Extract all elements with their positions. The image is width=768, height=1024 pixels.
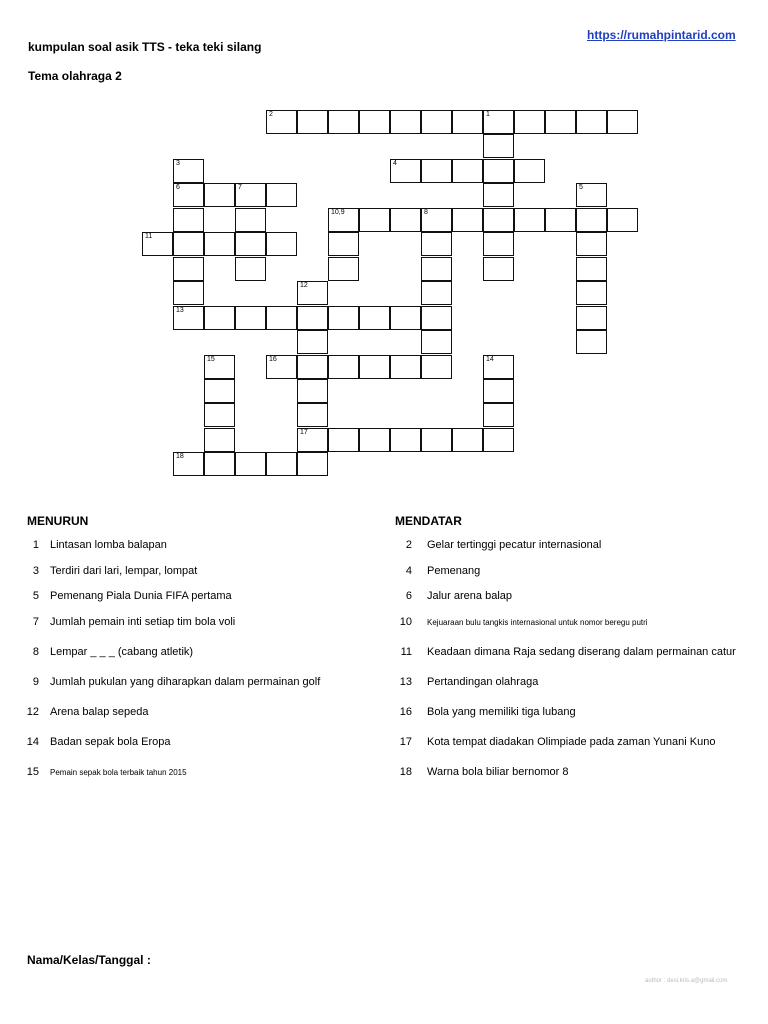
clue-number: 12	[26, 706, 39, 718]
crossword-cell[interactable]	[390, 208, 421, 232]
crossword-cell[interactable]	[235, 257, 266, 281]
website-link[interactable]: https://rumahpintarid.com	[587, 28, 736, 42]
crossword-cell[interactable]	[204, 232, 235, 256]
crossword-cell[interactable]	[173, 281, 204, 305]
crossword-cell[interactable]	[421, 257, 452, 281]
clue-text: Kejuaraan bulu tangkis internasional untuk nomor beregu putri	[427, 618, 648, 627]
clue-number: 9	[32, 676, 39, 688]
crossword-cell[interactable]	[204, 306, 235, 330]
clue-number: 18	[399, 766, 412, 778]
crossword-cell[interactable]	[390, 159, 421, 183]
clue-text: Bola yang memiliki tiga lubang	[427, 706, 576, 718]
crossword-cell[interactable]	[421, 110, 452, 134]
crossword-cell[interactable]	[235, 232, 266, 256]
clue-text: Pemenang Piala Dunia FIFA pertama	[50, 590, 232, 602]
clue-number: 1	[486, 111, 490, 118]
crossword-cell[interactable]	[328, 232, 359, 256]
crossword-cell[interactable]	[576, 232, 607, 256]
crossword-cell[interactable]	[607, 208, 638, 232]
crossword-cell[interactable]	[452, 159, 483, 183]
crossword-cell[interactable]	[576, 110, 607, 134]
worksheet-title: kumpulan soal asik TTS - teka teki silang	[28, 40, 262, 54]
crossword-cell[interactable]	[297, 379, 328, 403]
crossword-cell[interactable]	[421, 428, 452, 452]
crossword-cell[interactable]	[576, 257, 607, 281]
crossword-cell[interactable]	[235, 452, 266, 476]
crossword-cell[interactable]	[204, 452, 235, 476]
clue-number: 10	[399, 616, 412, 628]
crossword-cell[interactable]	[266, 232, 297, 256]
clue-text: Jalur arena balap	[427, 590, 513, 602]
crossword-cell[interactable]	[576, 330, 607, 354]
clue-text: Lempar _ _ _ (cabang atletik)	[50, 646, 194, 658]
crossword-cell[interactable]	[576, 281, 607, 305]
crossword-cell[interactable]	[173, 208, 204, 232]
crossword-cell[interactable]	[514, 110, 545, 134]
crossword-cell[interactable]	[483, 232, 514, 256]
crossword-cell[interactable]	[514, 159, 545, 183]
crossword-cell[interactable]	[328, 428, 359, 452]
clue-text: Keadaan dimana Raja sedang diserang dalam permainan catur	[427, 646, 736, 658]
crossword-cell[interactable]	[483, 159, 514, 183]
clue-number: 18	[176, 453, 184, 461]
crossword-cell[interactable]	[235, 208, 266, 232]
crossword-cell[interactable]	[576, 208, 607, 232]
clue-text: Pemenang	[427, 565, 481, 577]
crossword-cell[interactable]	[576, 306, 607, 330]
clue-text: Gelar tertinggi pecatur internasional	[427, 539, 602, 551]
clue-text: Jumlah pemain inti setiap tim bola voli	[50, 616, 236, 628]
crossword-cell[interactable]	[297, 330, 328, 354]
crossword-cell[interactable]	[297, 355, 328, 379]
crossword-cell[interactable]	[452, 428, 483, 452]
crossword-cell[interactable]	[266, 183, 297, 207]
crossword-cell[interactable]	[421, 159, 452, 183]
clue-number: 3	[176, 159, 180, 167]
clue-number: 7	[238, 184, 242, 192]
crossword-cell[interactable]	[328, 306, 359, 330]
clue-number: 14	[26, 736, 39, 748]
clue-number: 13	[399, 676, 412, 688]
crossword-cell[interactable]	[421, 232, 452, 256]
crossword-cell[interactable]	[328, 110, 359, 134]
clue-number: 16	[399, 706, 412, 718]
crossword-cell[interactable]	[266, 306, 297, 330]
crossword-cell[interactable]	[297, 428, 328, 452]
crossword-cell[interactable]	[297, 110, 328, 134]
crossword-cell[interactable]	[359, 208, 390, 232]
crossword-cell[interactable]	[359, 306, 390, 330]
crossword-cell[interactable]	[328, 257, 359, 281]
crossword-cell[interactable]	[204, 183, 235, 207]
crossword-cell[interactable]	[297, 306, 328, 330]
clue-number: 5	[579, 184, 583, 192]
clue-number: 1	[32, 539, 39, 551]
clue-number: 16	[269, 355, 277, 363]
crossword-cell[interactable]	[483, 110, 514, 134]
clue-number: 17	[300, 428, 308, 436]
crossword-cell[interactable]	[421, 330, 452, 354]
clue-number: 15	[26, 766, 39, 778]
clue-number: 5	[32, 590, 39, 602]
crossword-cell[interactable]	[390, 428, 421, 452]
crossword-cell[interactable]	[297, 403, 328, 427]
clue-text: Badan sepak bola Eropa	[50, 736, 171, 748]
crossword-cell[interactable]	[235, 183, 266, 207]
name-class-date-label: Nama/Kelas/Tanggal :	[27, 953, 151, 967]
clue-number: 4	[405, 565, 412, 577]
clue-number: 4	[393, 159, 397, 167]
crossword-cell[interactable]	[421, 281, 452, 305]
crossword-cell[interactable]	[390, 110, 421, 134]
crossword-cell[interactable]	[173, 159, 204, 183]
crossword-cell[interactable]	[545, 110, 576, 134]
crossword-cell[interactable]	[483, 403, 514, 427]
crossword-cell[interactable]	[173, 232, 204, 256]
crossword-cell[interactable]	[204, 355, 235, 379]
crossword-cell[interactable]	[266, 452, 297, 476]
crossword-cell[interactable]	[142, 232, 173, 256]
crossword-cell[interactable]	[483, 428, 514, 452]
clue-number: 10,9	[331, 208, 345, 216]
crossword-cell[interactable]	[328, 355, 359, 379]
crossword-cell[interactable]	[173, 257, 204, 281]
clue-number: 7	[32, 616, 39, 628]
clue-number: 11	[145, 233, 153, 241]
crossword-cell[interactable]	[359, 110, 390, 134]
clue-text: Pemain sepak bola terbaik tahun 2015	[50, 768, 187, 777]
crossword-cell[interactable]	[483, 134, 514, 158]
crossword-cell[interactable]	[173, 306, 204, 330]
crossword-cell[interactable]	[452, 110, 483, 134]
clue-number: 11	[400, 646, 412, 658]
clue-number: 15	[207, 355, 215, 363]
clue-text: Arena balap sepeda	[50, 706, 149, 718]
crossword-cell[interactable]	[173, 183, 204, 207]
crossword-cell[interactable]	[483, 257, 514, 281]
across-clues-title: MENDATAR	[395, 514, 462, 528]
crossword-cell[interactable]	[359, 355, 390, 379]
crossword-cell[interactable]	[297, 452, 328, 476]
crossword-cell[interactable]	[421, 208, 452, 232]
clue-text: Jumlah pukulan yang diharapkan dalam permainan golf	[50, 676, 321, 688]
crossword-cell[interactable]	[483, 379, 514, 403]
crossword-cell[interactable]	[483, 208, 514, 232]
clue-number: 6	[405, 590, 412, 602]
crossword-cell[interactable]	[390, 355, 421, 379]
crossword-cell[interactable]	[235, 306, 266, 330]
crossword-cell[interactable]	[452, 208, 483, 232]
clue-number: 14	[486, 355, 494, 363]
clue-number: 3	[32, 565, 39, 577]
clue-number: 6	[176, 184, 180, 192]
crossword-cell[interactable]	[266, 355, 297, 379]
crossword-cell[interactable]	[421, 306, 452, 330]
clue-number: 8	[424, 208, 428, 216]
crossword-cell[interactable]	[545, 208, 576, 232]
crossword-cell[interactable]	[576, 183, 607, 207]
crossword-cell[interactable]	[297, 281, 328, 305]
clue-text: Lintasan lomba balapan	[50, 539, 167, 551]
down-clues-title: MENURUN	[27, 514, 89, 528]
crossword-cell[interactable]	[514, 208, 545, 232]
clue-text: Kota tempat diadakan Olimpiade pada zaman Yunani Kuno	[427, 736, 716, 748]
author-credit: author : desi.kris.a@gmail.com	[645, 978, 728, 984]
crossword-cell[interactable]	[204, 379, 235, 403]
clue-number: 13	[176, 306, 184, 314]
crossword-cell[interactable]	[483, 183, 514, 207]
clue-number: 8	[32, 646, 39, 658]
clue-text: Warna bola biliar bernomor 8	[427, 766, 569, 778]
crossword-cell[interactable]	[359, 428, 390, 452]
crossword-cell[interactable]	[204, 428, 235, 452]
crossword-cell[interactable]	[204, 403, 235, 427]
clue-text: Pertandingan olahraga	[427, 676, 539, 688]
crossword-cell[interactable]	[173, 452, 204, 476]
clue-number: 2	[269, 111, 273, 118]
crossword-cell[interactable]	[607, 110, 638, 134]
crossword-cell[interactable]	[483, 355, 514, 379]
clue-number: 17	[399, 736, 412, 748]
worksheet-subtitle: Tema olahraga 2	[28, 69, 122, 83]
clue-text: Terdiri dari lari, lempar, lompat	[50, 565, 198, 577]
crossword-cell[interactable]	[390, 306, 421, 330]
clue-number: 2	[405, 539, 412, 551]
crossword-cell[interactable]	[266, 110, 297, 134]
clue-number: 12	[300, 282, 308, 290]
crossword-cell[interactable]	[421, 355, 452, 379]
crossword-cell[interactable]	[328, 208, 359, 232]
